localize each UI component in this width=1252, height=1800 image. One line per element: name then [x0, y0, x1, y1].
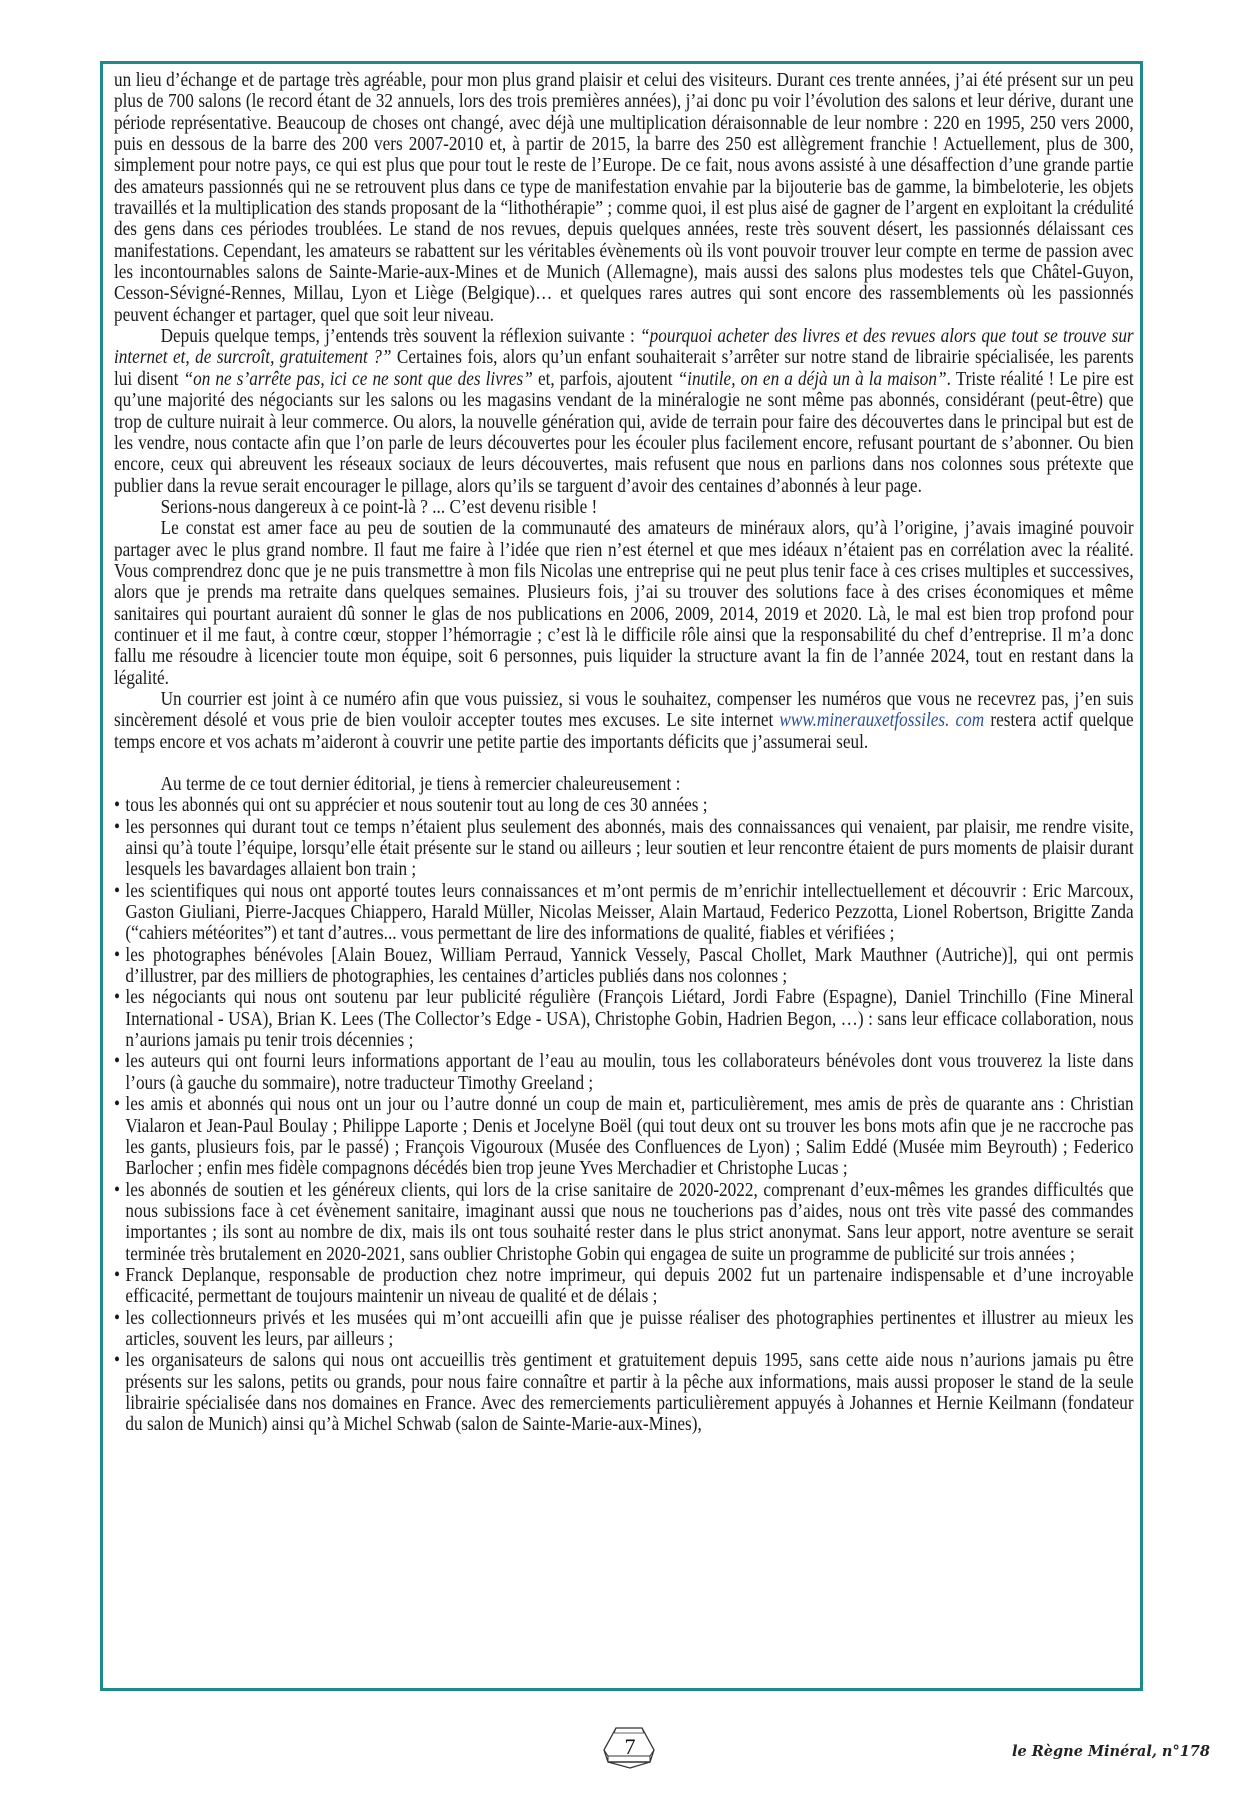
bullet-icon: • — [114, 944, 121, 966]
bullet-icon: • — [114, 795, 121, 817]
bullet-icon: • — [114, 1051, 121, 1073]
bullet-icon: • — [114, 1307, 121, 1329]
list-item: • les négociants qui nous ont soutenu par leur publicité régulière (François Liétard, Jordi Fabre (Espagne), Daniel Trinchillo (Fine Mineral International - USA), Brian K. Lees (The Collector’s Edge - USA), Christophe Gobin, Hadrien Begon, …) : sans leur efficace collaboration, nous n’aurions jamais pu tenir trois décennies ; — [114, 987, 1134, 1052]
paragraph-constat: Le constat est amer face au peu de soutien de la communauté des amateurs de minéraux alors, qu’à l’origine, j’avais imaginé pouvoir partager avec le plus grand nombre. Il faut me faire à l’idée que rien n’est éternel et que mes idéaux n’étaient pas en corrélation avec la réalité. Vous comprendrez donc que je ne puis transmettre à mon fils Nicolas une entreprise qui ne peut plus tenir face à ces crises multiples et successives, alors que je prends ma retraite dans quelques semaines. Plusieurs fois, j’ai su trouver des solutions face à des crises économiques et même sanitaires qui pourtant auraient dû sonner le glas de nos publications en 2006, 2009, 2014, 2019 et 2020. Là, le mal est bien trop profond pour continuer et il me faut, à contre cœur, stopper l’hémorragie ; c’est là le difficile rôle ainsi que la responsabilité du chef d’entreprise. Il m’a donc fallu me résoudre à licencier toute mon équipe, soit 6 personnes, puis liquider la structure avant la fin de l’année 2024, tout en restant dans la légalité. — [114, 518, 1134, 689]
publication-title: le Règne Minéral, n°178 — [1011, 1743, 1210, 1760]
quote: “pourquoi acheter des livres et des revues alors que tout se trouve sur internet et, de surcroît, gratuitement ?” — [114, 326, 1134, 369]
quote: “inutile, on en a déjà un à la maison” — [677, 368, 947, 390]
list-item: • les auteurs qui ont fourni leurs informations apportant de l’eau au moulin, tous les collaborateurs bénévoles dont vous trouverez la liste dans l’ours (à gauche du sommaire), notre traducteur Timothy Greeland ; — [114, 1051, 1134, 1094]
paragraph-risible: Serions-nous dangereux à ce point-là ? ... C’est devenu risible ! — [160, 496, 598, 518]
list-item: • les amis et abonnés qui nous ont un jour ou l’autre donné un coup de main et, particulièrement, mes amis de près de quarante ans : Christian Vialaron et Jean-Paul Boulay ; Philippe Laporte ; Denis et Jocelyne Boël (qui tout deux ont su trouver les bons mots afin que je ne raccroche pas les gants, plusieurs fois, par le passé) ; François Vigouroux (Musée des Confluences de Lyon) ; Salim Eddé (Musée mim Beyrouth) ; Federico Barlocher ; enfin mes fidèle compagnons décédés bien trop jeune Yves Merchadier et Christophe Lucas ; — [114, 1094, 1134, 1180]
article-frame — [100, 61, 1143, 1691]
paragraph-salons: un lieu d’échange et de partage très agréable, pour mon plus grand plaisir et celui des visiteurs. Durant ces trente années, j’ai été présent sur un peu plus de 700 salons (le record étant de 32 annuels, lors des trois premières années), j’ai donc pu voir l’évolution des salons et leur dérive, durant une période représentative. Beaucoup de choses ont changé, avec déjà une multiplication déraisonnable de leur nombre : 220 en 1995, 250 vers 2000, puis en dessous de la barre des 200 vers 2007-2010 et, à partir de 2015, la barre des 250 est allègrement franchie ! Actuellement, plus de 300, simplement pour notre pays, ce qui est plus que pour tout le reste de l’Europe. De ce fait, nous avons assisté à une désaffection d’une grande partie des amateurs passionnés qui ne se retrouvent plus dans ce type de manifestation envahie par la bijouterie bas de gamme, la bimbeloterie, les objets travaillés et la multiplication des stands proposant de la “lithothérapie” ; comme quoi, il est plus aisé de gagner de l’argent en exploitant la crédulité des gens dans ces périodes troublées. Le stand de nos revues, depuis quelques années, reste très souvent désert, les passionnés délaissant ces manifestations. Cependant, les amateurs se rabattent sur les véritables évènements où ils vont pouvoir trouver leur compte en terme de passion avec les incontournables salons de Sainte-Marie-aux-Mines et de Munich (Allemagne), mais aussi des salons plus modestes tels que Châtel-Guyon, Cesson-Sévigné-Rennes, Millau, Lyon et Liège (Belgique)… et quelques rares autres qui sont encore des rassemblements où les passionnés peuvent échanger et partager, quel que soit leur niveau. — [114, 70, 1134, 326]
page-number-badge — [594, 1722, 666, 1776]
paragraph-courrier: Un courrier est joint à ce numéro afin que vous puissiez, si vous le souhaitez, compenser les numéros que vous ne recevrez pas, j’en suis sincèrement désolé et vous prie de bien vouloir accepter toutes mes excuses. Le site internet www.minerauxetfossiles. com restera actif quelque temps encore et vos achats m’aideront à couvrir une petite partie des importants déficits que j’assumerai seul. — [114, 688, 1134, 753]
list-item: • les photographes bénévoles [Alain Bouez, William Perraud, Yannick Vessely, Pascal Chollet, Mark Mauthner (Autriche)], qui ont permis d’illustrer, par des milliers de photographies, les centaines d’articles publiés dans nos colonnes ; — [114, 944, 1134, 988]
bullet-icon: • — [114, 1264, 121, 1286]
bullet-icon: • — [114, 1350, 121, 1372]
page-number: 7 — [624, 1734, 636, 1759]
bullet-icon: • — [114, 1094, 121, 1116]
thanks-list — [114, 795, 1134, 1435]
list-item: • Franck Deplanque, responsable de production chez notre imprimeur, qui depuis 2002 fut un partenaire indispensable et d’une incroyable efficacité, permettant de toujours maintenir un niveau de qualité et de délais ; — [114, 1264, 1134, 1308]
quote: “on ne s’arrête pas, ici ce ne sont que des livres” — [183, 368, 533, 390]
spacer — [114, 753, 1134, 774]
list-item: • tous les abonnés qui ont su apprécier et nous soutenir tout au long de ces 30 années ; — [114, 795, 708, 817]
list-item: • les organisateurs de salons qui nous ont accueillis très gentiment et gratuitement depuis 1995, sans cette aide nous n’aurions jamais pu être présents sur les salons, petits ou grands, pour nous faire connaître et partir à la pêche aux informations, mais aussi proposer le stand de la seule librairie spécialisée dans nos domaines en France. Avec des remerciements particulièrement appuyés à Johannes et Hernie Keilmann (fondateur du salon de Munich) ainsi qu’à Michel Schwab (salon de Sainte-Marie-aux-Mines), — [114, 1350, 1134, 1436]
list-item: • les personnes qui durant tout ce temps n’étaient plus seulement des abonnés, mais des connaissances qui venaient, par plaisir, me rendre visite, ainsi qu’à toute l’équipe, lorsqu’elle était présente sur le stand ou ailleurs ; leur soutien et leur rencontre étaient de purs moments de plaisir durant lesquels les bavardages allaient bon train ; — [114, 816, 1134, 881]
list-item: • les scientifiques qui nous ont apporté toutes leurs connaissances et m’ont permis de m’enrichir intellectuellement et découvrir : Eric Marcoux, Gaston Giuliani, Pierre-Jacques Chiappero, Harald Müller, Nicolas Meisser, Alain Martaud, Federico Pezzotta, Lionel Robertson, Brigitte Zanda (“cahiers météorites”) et tant d’autres... vous permettant de lire des informations de qualité, fiables et vérifiées ; — [114, 880, 1134, 945]
paragraph-reflexion: Depuis quelque temps, j’entends très souvent la réflexion suivante : “pourquoi acheter des livres et des revues alors que tout se trouve sur internet et, de surcroît, gratuitement ?” Certaines fois, alors qu’un enfant souhaiterait s’arrêter sur notre stand de librairie spécialisée, les parents lui disent “on ne s’arrête pas, ici ce ne sont que des livres” et, parfois, ajoutent “inutile, on en a déjà un à la maison”. Triste réalité ! Le pire est qu’une majorité des négociants sur les salons ou les magasins vendant de la minéralogie ne sont même pas abonnés, considérant (peut-être) que trop de culture nuirait à leur commerce. Ou alors, la nouvelle génération qui, avide de terrain pour faire des découvertes dans le principal but est de les vendre, nous contacte afin que l’on parle de leurs découvertes pour les écouler plus facilement encore, refusant pourtant de s’abonner. Ou bien encore, ceux qui abreuvent les réseaux sociaux de leurs découvertes, mais refusent que nous en parlions dans nos colonnes sous prétexte que publier dans la revue serait encourager le pillage, alors qu’ils se targuent d’avoir des centaines d’abonnés à leur page. — [114, 326, 1134, 497]
bullet-icon: • — [114, 987, 121, 1009]
website-link[interactable]: www.minerauxetfossiles. com — [779, 710, 985, 732]
bullet-icon: • — [114, 816, 121, 838]
list-item: • les collectionneurs privés et les musées qui m’ont accueilli afin que je puisse réaliser des photographies pertinentes et illustrer au mieux les articles, souvent les leurs, par ailleurs ; — [114, 1307, 1134, 1350]
article-body — [114, 70, 1134, 1436]
bullet-icon: • — [114, 1179, 121, 1201]
thanks-intro: Au terme de ce tout dernier éditorial, je tiens à remercier chaleureusement : — [160, 774, 681, 795]
list-item: • les abonnés de soutien et les généreux clients, qui lors de la crise sanitaire de 2020-2022, comprenant d’eux-mêmes les grandes difficultés que nous subissions face à cet évènement sanitaire, imaginant aussi que nous ne toucherions pas d’aides, nous ont très vite passé des commandes importantes ; ils sont au nombre de dix, mais ils ont tous souhaité rester dans le plus strict anonymat. Sans leur apport, notre aventure se serait terminée très brutalement en 2020-2021, sans oublier Christophe Gobin qui engagea de suite un programme de publicité sur trois années ; — [114, 1179, 1134, 1265]
bullet-icon: • — [114, 880, 121, 902]
